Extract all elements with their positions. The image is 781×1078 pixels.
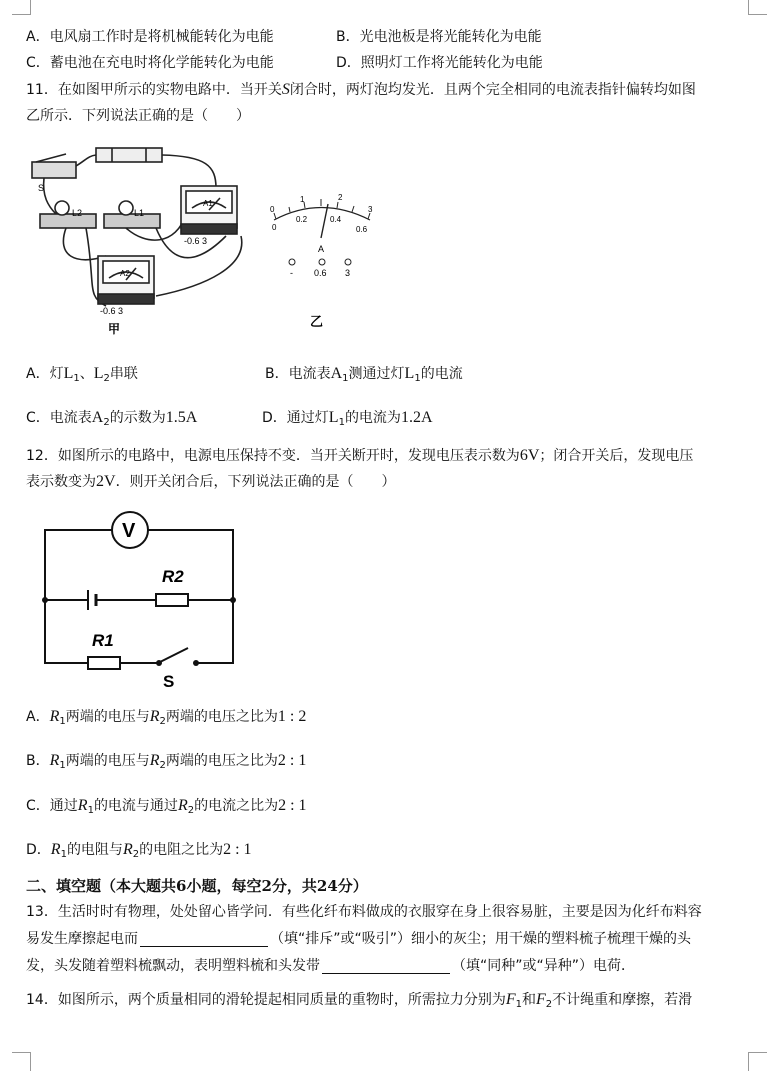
q10-option-b: B．光电池板是将光能转化为电能 xyxy=(336,29,542,45)
q13-blank-1[interactable] xyxy=(140,930,268,947)
dial-unit: A xyxy=(318,244,325,254)
q12-option-a: A．$R_1$两端的电压与$R_2$两端的电压之比为1 : 2 xyxy=(26,708,307,727)
dial-bottom-0-4: 0.4 xyxy=(330,215,342,224)
figure-yi-caption: 乙 xyxy=(310,314,324,329)
dial-top-0: 0 xyxy=(270,205,275,214)
q13-line3: 发，头发随着塑料梳飘动，表明塑料梳和头发带 （填“同种”或“异种”）电荷． xyxy=(26,958,636,974)
q10-option-a: A．电风扇工作时是将机械能转化为电能 xyxy=(26,29,274,45)
dial-bottom-0: 0 xyxy=(272,223,277,232)
q13-line2: 易发生摩擦起电而 （填“排斥”或“吸引”）细小的灰尘；用干燥的塑料梳子梳理干燥的头 xyxy=(26,931,692,947)
dial-top-2: 2 xyxy=(338,193,343,202)
q12-stem-line2: 表示数变为2V．则开关闭合后，下列说法正确的是（ ） xyxy=(26,473,396,490)
section-heading-fill-in: 二、填空题（本大题共6小题，每空2分，共24分） xyxy=(26,877,368,895)
dial-term-3: 3 xyxy=(345,268,351,278)
q11-stem-line1: 11．在如图甲所示的实物电路中．当开关S闭合时，两灯泡均发光．且两个完全相同的电流表指针偏转均如图 xyxy=(26,81,696,98)
switch-label: S xyxy=(38,183,45,193)
switch-s-label: S xyxy=(163,672,175,688)
q12-stem-line1: 12．如图所示的电路中，电源电压保持不变．当开关断开时，发现电压表示数为6V；闭合开关后，发现电压 xyxy=(26,447,694,464)
voltmeter-label: V xyxy=(122,520,136,542)
q11-option-d: D．通过灯$L_1$的电流为1.2A xyxy=(262,409,433,428)
q11-option-b: B．电流表$A_1$测通过灯$L_1$的电流 xyxy=(265,365,463,384)
ammeter2-label: A2 xyxy=(120,269,130,278)
crop-mark-top-right xyxy=(748,0,767,15)
q11-option-c: C．电流表$A_2$的示数为1.5A xyxy=(26,409,198,428)
r2-label: R2 xyxy=(162,567,184,586)
figure-jia-caption: 甲 xyxy=(108,322,121,336)
crop-mark-top-left xyxy=(12,0,31,15)
q10-option-d: D．照明灯工作将光能转化为电能 xyxy=(336,55,543,71)
dial-term-0-6: 0.6 xyxy=(314,268,327,278)
lamp1-label: L1 xyxy=(134,208,145,218)
ammeter2-terminals: -0.6 3 xyxy=(100,306,124,316)
dial-bottom-0-6: 0.6 xyxy=(356,225,368,234)
q11-stem-line2: 乙所示．下列说法正确的是（ ） xyxy=(26,108,250,124)
q12-option-b: B．$R_1$两端的电压与$R_2$两端的电压之比为2 : 1 xyxy=(26,752,307,771)
dial-top-1: 1 xyxy=(300,195,305,204)
q10-option-c: C．蓄电池在充电时将化学能转化为电能 xyxy=(26,55,274,71)
dial-bottom-0-2: 0.2 xyxy=(296,215,308,224)
ammeter1-label: A1 xyxy=(203,199,213,208)
dial-term-neg: - xyxy=(290,268,293,278)
q12-circuit-figure xyxy=(36,508,246,688)
q11-figure-yi xyxy=(264,190,384,340)
q14-line1: 14．如图所示，两个质量相同的滑轮提起相同质量的重物时，所需拉力分别为$F_1$和$F_2$不计绳重和摩擦，若滑 xyxy=(26,991,693,1010)
q11-figure-jia xyxy=(26,136,266,336)
q12-option-c: C．通过$R_1$的电流与通过$R_2$的电流之比为2 : 1 xyxy=(26,797,307,816)
dial-top-3: 3 xyxy=(368,205,373,214)
q12-option-d: D．$R_1$的电阻与$R_2$的电阻之比为2 : 1 xyxy=(26,841,252,860)
crop-mark-bottom-left xyxy=(12,1052,31,1071)
r1-label: R1 xyxy=(92,631,114,650)
q11-option-a: A．灯$L_1$、$L_2$串联 xyxy=(26,365,138,384)
q13-line1: 13．生活时时有物理，处处留心皆学问．有些化纤布料做成的衣服穿在身上很容易脏，主要是因为化纤布料容 xyxy=(26,904,702,920)
crop-mark-bottom-right xyxy=(748,1052,767,1071)
lamp2-label: L2 xyxy=(72,208,83,218)
q13-blank-2[interactable] xyxy=(322,957,450,974)
ammeter1-terminals: -0.6 3 xyxy=(184,236,208,246)
